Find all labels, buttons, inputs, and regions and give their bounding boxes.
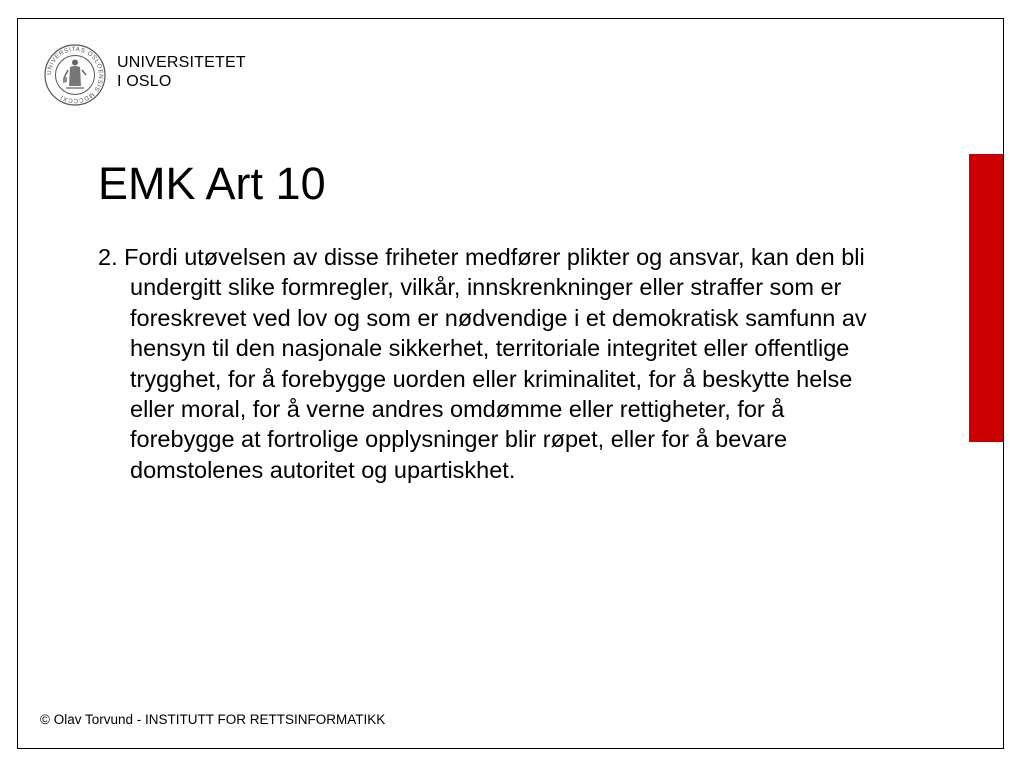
slide bbox=[17, 18, 1004, 749]
slide-body-text: 2. Fordi utøvelsen av disse friheter medfører plikter og ansvar, kan den bli undergitt slike formregler, vilkår, innskrenkninger eller straffer som er foreskrevet ved lov og som er nødvendige i et demokratisk samfunn av hensyn til den nasjonale sikkerhet, territoriale integritet eller offentlige trygghet, for å forebygge uorden eller kriminalitet, for å beskytte helse eller moral, for å verne andres omdømme eller rettigheter, for å forebygge at fortrolige opplysninger blir røpet, eller for å bevare domstolenes autoritet og upartiskhet. bbox=[98, 244, 867, 483]
seal-lettering: UNIVERSITAS OSLOENSIS MDCCCXI bbox=[45, 45, 105, 105]
accent-bar bbox=[969, 154, 1004, 442]
footer-copyright: © Olav Torvund - INSTITUTT FOR RETTSINFORMATIKK bbox=[40, 712, 386, 727]
university-name-line1: UNIVERSITETET bbox=[117, 54, 246, 71]
university-name bbox=[117, 53, 246, 91]
slide-title: EMK Art 10 bbox=[98, 158, 326, 209]
university-seal-icon bbox=[44, 44, 106, 106]
university-name-line2: I OSLO bbox=[117, 73, 172, 90]
